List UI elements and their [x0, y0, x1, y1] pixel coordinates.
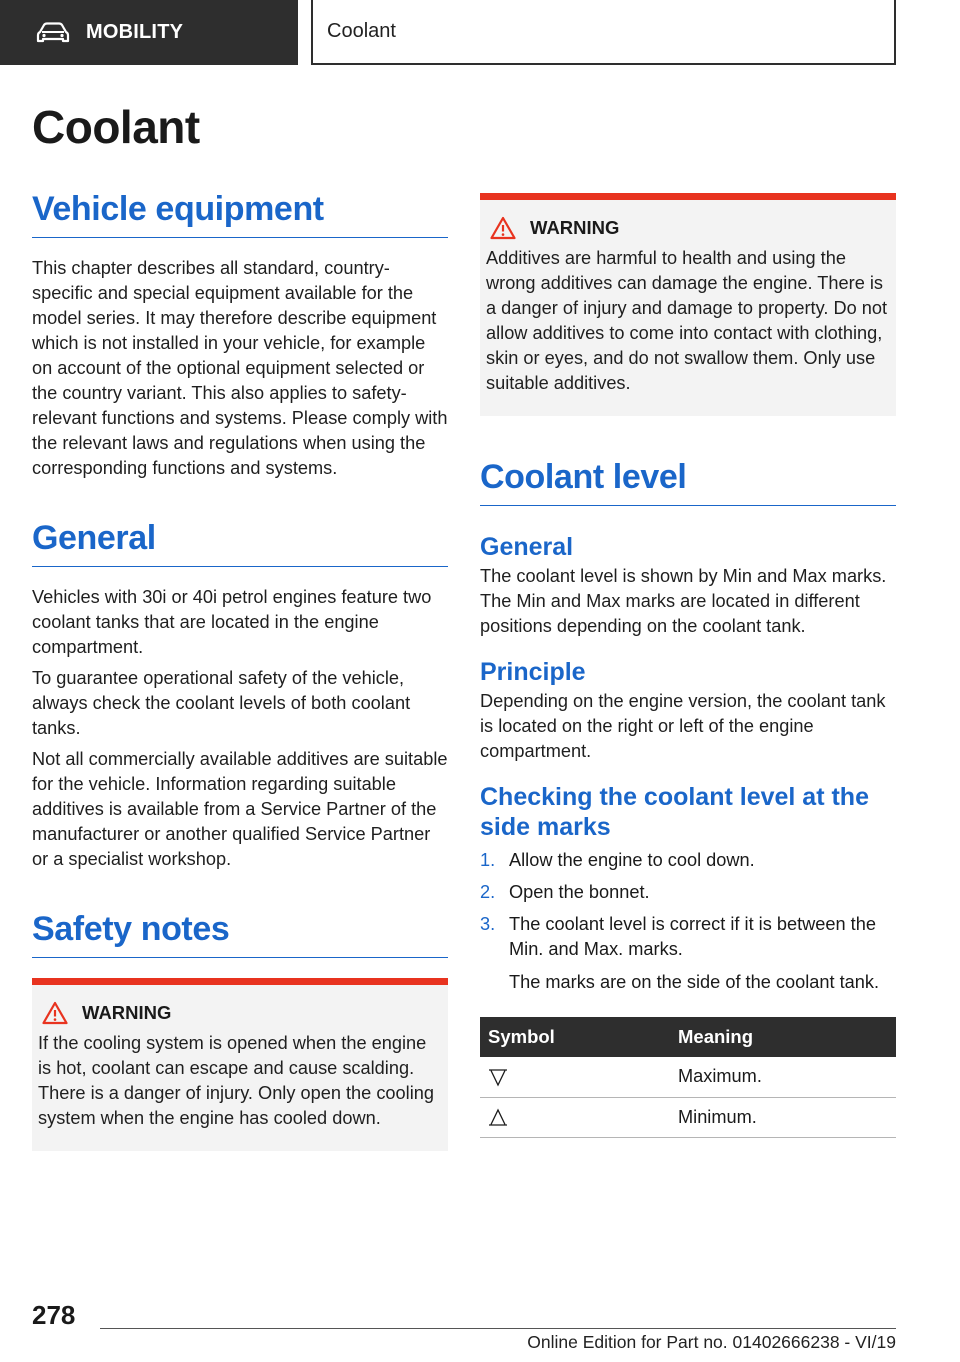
safety-notes-heading: Safety notes — [32, 910, 448, 958]
checking-subheading: Checking the coolant level at the side marks — [480, 783, 869, 841]
table-cell-meaning: Minimum. — [670, 1097, 896, 1137]
general-paragraph-3: Not all commercially available additives are suitable for the vehicle. Information regarding suitable additives is available from a Service Partner of the manufacturer or another qualified Service Partner or a specialist workshop. — [32, 749, 448, 869]
warning-title — [486, 216, 890, 240]
coolant-general-text: The coolant level is shown by Min and Max marks. The Min and Max marks are located in different positions depending on the coolant tank. — [480, 566, 887, 636]
header-chapter-tab — [311, 0, 896, 65]
vehicle-equipment-text: This chapter describes all standard, country-specific and special equipment available for the model series. It may therefore describe equipment which is not installed in your vehicle, for example on account of the optional equipment selected or the country variant. This also applies to safety-relevant functions and systems. Please comply with the relevant laws and regulations when using the corresponding functions and systems. — [32, 258, 448, 478]
steps-list — [480, 848, 896, 995]
page-number: 278 — [32, 1300, 76, 1330]
table-cell-symbol — [480, 1097, 670, 1137]
step-number: 1. — [480, 850, 496, 870]
list-item — [480, 848, 896, 873]
step-subtext: The marks are on the side of the coolant tank. — [509, 972, 880, 992]
general-paragraph-2: To guarantee operational safety of the vehicle, always check the coolant levels of both coolant tanks. — [32, 668, 411, 738]
step-text: Open the bonnet. — [509, 882, 650, 902]
table-row — [480, 1097, 896, 1137]
symbol-table — [480, 1017, 896, 1138]
table-cell-symbol — [480, 1057, 670, 1097]
footer-divider — [100, 1328, 896, 1329]
general-paragraph-1: Vehicles with 30i or 40i petrol engines feature two coolant tanks that are located in the engine compartment. — [32, 587, 432, 657]
coolant-level-heading: Coolant level — [480, 458, 896, 506]
table-cell-meaning: Maximum. — [670, 1057, 896, 1097]
left-column — [32, 190, 448, 1151]
footer-edition: Online Edition for Part no. 01402666238 - VI/19 — [527, 1332, 896, 1352]
table-header-row — [480, 1017, 896, 1057]
right-column — [480, 193, 896, 1138]
page-title: Coolant — [32, 101, 200, 153]
list-item — [480, 912, 896, 995]
table-header-symbol: Symbol — [480, 1017, 670, 1057]
step-text: Allow the engine to cool down. — [509, 850, 755, 870]
warning-text: If the cooling system is opened when the engine is hot, coolant can escape and cause scalding. There is a danger of injury. Only open the cooling system when the engine has cooled down. — [38, 1033, 434, 1128]
principle-subheading: Principle — [480, 658, 586, 686]
warning-triangle-icon — [490, 216, 516, 240]
safety-warning-box — [32, 978, 448, 1151]
additives-warning-box — [480, 193, 896, 416]
step-number: 2. — [480, 882, 496, 902]
warning-title-label: WARNING — [530, 217, 620, 238]
general-heading: General — [32, 519, 448, 567]
warning-title — [38, 1001, 442, 1025]
warning-title-label: WARNING — [82, 1002, 172, 1023]
header-section-tab — [0, 0, 298, 65]
warning-text: Additives are harmful to health and using the wrong additives can damage the engine. There is a danger of injury and damage to property. Do not allow additives to come into contact with clothing, skin or eyes, and do not swallow them. Only use suitable additives. — [486, 248, 888, 393]
principle-text: Depending on the engine version, the coolant tank is located on the right or left of the engine compartment. — [480, 691, 886, 761]
car-icon — [36, 22, 70, 44]
min-mark-icon — [488, 1108, 508, 1128]
table-header-meaning: Meaning — [670, 1017, 896, 1057]
table-row — [480, 1057, 896, 1097]
step-number: 3. — [480, 914, 496, 934]
coolant-general-subheading: General — [480, 533, 574, 561]
header-section-label: MOBILITY — [86, 21, 184, 43]
max-mark-icon — [488, 1067, 508, 1087]
list-item — [480, 880, 896, 905]
header-chapter-label: Coolant — [327, 20, 396, 42]
vehicle-equipment-heading: Vehicle equipment — [32, 190, 448, 238]
step-text: The coolant level is correct if it is between the Min. and Max. marks. — [509, 914, 876, 959]
warning-triangle-icon — [42, 1001, 68, 1025]
